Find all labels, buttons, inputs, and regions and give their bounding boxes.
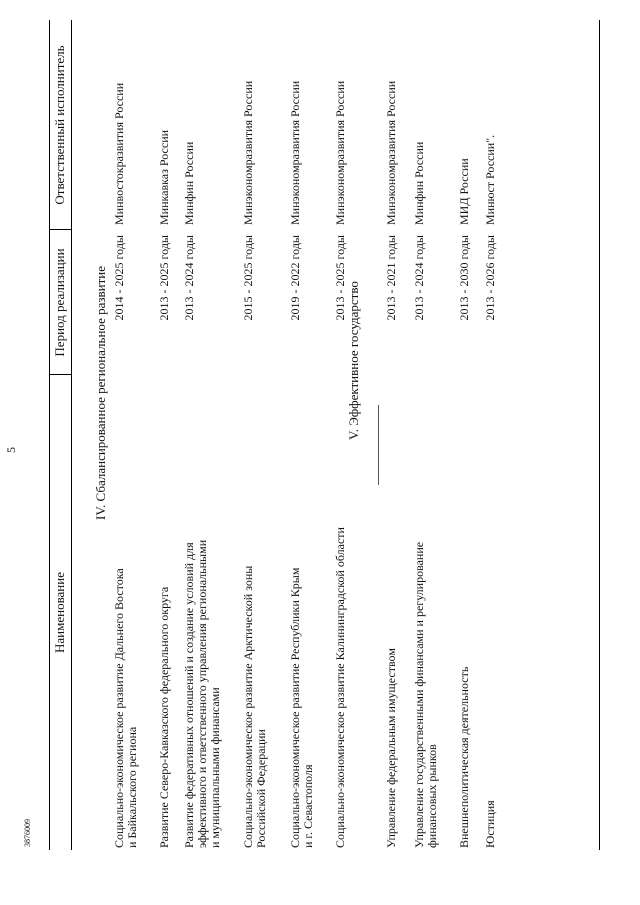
table-top-rule bbox=[49, 20, 50, 850]
row-name bbox=[113, 378, 139, 848]
row-name-line: и г. Севастополя bbox=[301, 764, 315, 848]
row-name-line: Внешнеполитическая деятельность bbox=[457, 666, 471, 848]
row-period: 2013 - 2021 годы bbox=[384, 235, 398, 321]
row-name bbox=[289, 378, 315, 848]
row-period: 2015 - 2025 годы bbox=[241, 235, 255, 321]
row-name-line: Социально-экономическое развитие Республики Крым bbox=[288, 567, 302, 848]
row-name-line: Управление государственными финансами и регулирование bbox=[412, 541, 426, 848]
section-title: IV. Сбалансированное региональное развитие bbox=[93, 265, 108, 520]
row-period: 2019 - 2022 годы bbox=[288, 235, 302, 321]
row-name bbox=[158, 378, 171, 848]
row-name-line: Юстиция bbox=[483, 800, 497, 848]
row-name-line: Российской Федерации bbox=[254, 729, 268, 848]
row-name bbox=[413, 378, 439, 848]
row-name-line: эффективного и ответственного управления региональными bbox=[195, 539, 209, 848]
row-name bbox=[242, 378, 268, 848]
row-executor: Минфин России bbox=[182, 141, 196, 225]
row-name-line: Развитие федеративных отношений и создание условий для bbox=[182, 542, 196, 848]
document-code: 3876009 bbox=[23, 819, 32, 847]
header-bottom-rule bbox=[71, 20, 72, 850]
row-name-line: Социально-экономическое развитие Арктической зоны bbox=[241, 565, 255, 848]
row-executor: Минкавказ России bbox=[157, 129, 171, 225]
header-executor: Ответственный исполнитель bbox=[52, 45, 67, 205]
row-period: 2013 - 2024 годы bbox=[182, 235, 196, 321]
row-executor: Минфин России bbox=[412, 141, 426, 225]
row-executor: Минэкономразвития России bbox=[241, 80, 255, 225]
row-period: 2013 - 2025 годы bbox=[333, 235, 347, 321]
row-period: 2013 - 2030 годы bbox=[457, 235, 471, 321]
row-name-line: и муниципальными финансами bbox=[208, 687, 222, 848]
table-bottom-rule bbox=[599, 20, 600, 850]
row-executor: Минвостокразвития России bbox=[112, 82, 126, 225]
row-name-line: Социально-экономическое развитие Калининградской области bbox=[333, 527, 347, 848]
section-title: V. Эффективное государство bbox=[346, 281, 361, 440]
row-executor: Минэкономразвития России bbox=[333, 80, 347, 225]
row-executor: Минэкономразвития России bbox=[384, 80, 398, 225]
row-executor: Минэкономразвития России bbox=[288, 80, 302, 225]
row-period: 2013 - 2026 годы bbox=[483, 235, 497, 321]
row-name-line: Развитие Северо-Кавказского федерального округа bbox=[157, 586, 171, 848]
page-number: 5 bbox=[4, 447, 18, 453]
row-executor: Минюст России". bbox=[483, 134, 497, 225]
row-period: 2013 - 2024 годы bbox=[412, 235, 426, 321]
header-name: Наименование bbox=[52, 572, 67, 653]
row-name bbox=[385, 378, 398, 848]
row-name-line: и Байкальского региона bbox=[125, 726, 139, 848]
header-period: Период реализации bbox=[52, 248, 67, 357]
row-name-line: Социально-экономическое развитие Дальнего Востока bbox=[112, 568, 126, 848]
row-name-line: финансовых рынков bbox=[425, 744, 439, 848]
row-period: 2014 - 2025 годы bbox=[112, 235, 126, 321]
separator-line-1 bbox=[378, 405, 379, 485]
row-name bbox=[458, 378, 471, 848]
row-period: 2013 - 2025 годы bbox=[157, 235, 171, 321]
row-name-line: Управление федеральным имуществом bbox=[384, 648, 398, 848]
row-name bbox=[183, 378, 222, 848]
row-name bbox=[484, 378, 497, 848]
row-executor: МИД России bbox=[457, 158, 471, 225]
